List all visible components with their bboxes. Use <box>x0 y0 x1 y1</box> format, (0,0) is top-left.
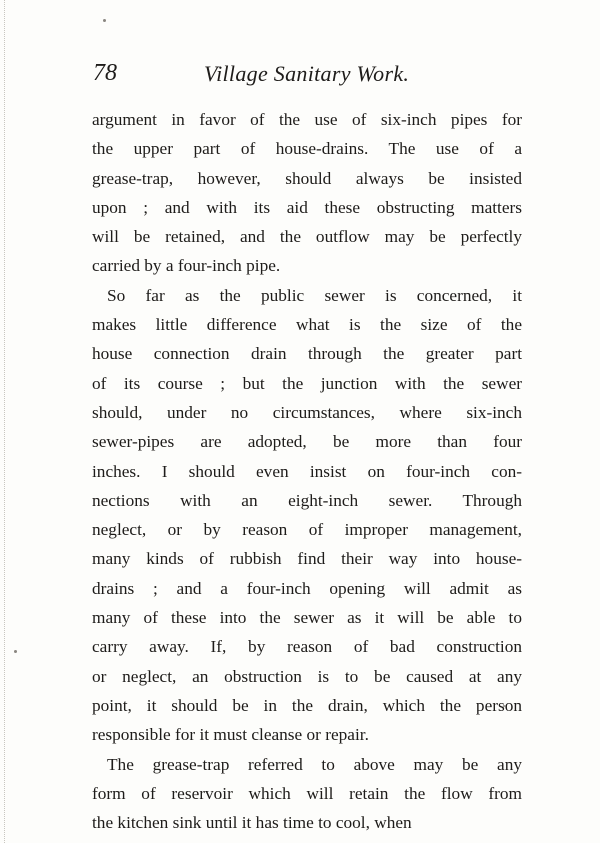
text-line: many of these into the sewer as it will be able to <box>92 608 522 628</box>
text-line: drains ; and a four-inch opening will admit as <box>92 578 522 598</box>
text-line: grease-trap, however, should always be insisted <box>92 168 522 188</box>
running-title: Village Sanitary Work. <box>204 61 410 86</box>
text-line: argument in favor of the use of six-inch pipes for <box>92 110 522 129</box>
paper-speck <box>14 650 17 653</box>
text-line: nections with an eight-inch sewer. Through <box>92 490 522 510</box>
text-line: of its course ; but the junction with the sewer <box>92 373 522 393</box>
paragraph <box>92 105 522 281</box>
text-line: carried by a four-inch pipe. <box>92 256 281 276</box>
page-gutter-edge <box>4 0 6 843</box>
page-number: 78 <box>93 60 117 86</box>
text-line: should, under no circumstances, where six-inch <box>92 402 522 422</box>
text-line: responsible for it must cleanse or repair. <box>92 725 369 745</box>
text-line: The grease-trap referred to above may be any <box>107 754 522 774</box>
text-line: neglect, or by reason of improper management, <box>92 520 522 540</box>
text-line: point, it should be in the drain, which the person <box>92 695 522 715</box>
text-line: will be retained, and the outflow may be perfectly <box>92 227 522 247</box>
body-text <box>92 105 522 837</box>
text-line: So far as the public sewer is concerned, it <box>107 285 522 305</box>
text-line: or neglect, an obstruction is to be caused at any <box>92 666 522 686</box>
text-line: sewer-pipes are adopted, be more than four <box>92 432 522 452</box>
running-header <box>93 52 523 92</box>
text-line: many kinds of rubbish find their way into house- <box>92 549 522 569</box>
text-line: form of reservoir which will retain the flow from <box>92 783 522 803</box>
text-line: house connection drain through the greater part <box>92 344 522 364</box>
paragraph <box>92 750 522 838</box>
text-line: makes little difference what is the size of the <box>92 315 522 335</box>
text-line: carry away. If, by reason of bad construction <box>92 637 522 657</box>
text-line: the kitchen sink until it has time to cool, when <box>92 813 412 833</box>
text-line: the upper part of house-drains. The use of a <box>92 139 522 159</box>
text-line: upon ; and with its aid these obstructing matters <box>92 197 522 217</box>
text-line: inches. I should even insist on four-inch con- <box>92 461 522 481</box>
paper-speck <box>103 19 106 22</box>
paragraph <box>92 281 522 750</box>
